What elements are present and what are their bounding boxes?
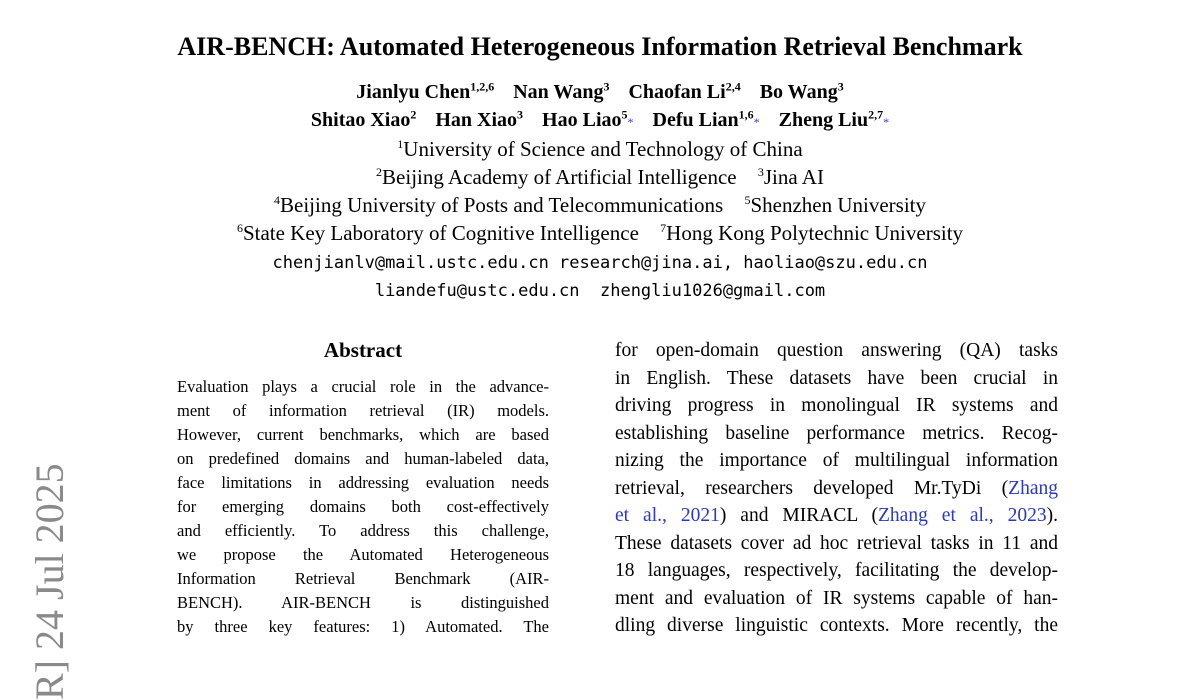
- abstract-line: Evaluation plays a crucial role in the advance-: [177, 377, 549, 396]
- email-line: chenjianlv@mail.ustc.edu.cn research@jina.ai, haoliao@szu.edu.cn: [272, 253, 928, 273]
- author: Jianlyu Chen$^{1,2,6}$: [356, 79, 495, 103]
- abstract-line: we propose the Automated Heterogeneous: [177, 545, 549, 564]
- author: Hao Liao$^5$*: [542, 107, 634, 131]
- body-line: in English. These datasets have been crucial in: [615, 368, 1058, 389]
- body-line: These datasets cover ad hoc retrieval tasks in 11 and: [615, 533, 1058, 554]
- author: Chaofan Li$^{2,4}$: [628, 79, 741, 103]
- author: Han Xiao$^3$: [435, 107, 524, 131]
- abstract-line: for emerging domains both cost-effectively: [177, 497, 549, 516]
- body-line: ment and evaluation of IR systems capable of han-: [615, 588, 1058, 609]
- abstract-heading: Abstract: [323, 338, 403, 362]
- body-line: driving progress in monolingual IR systems and: [615, 395, 1058, 416]
- body-line: 18 languages, respectively, facilitating the develop-: [615, 560, 1058, 581]
- author: Zheng Liu$^{2,7}$*: [778, 107, 890, 131]
- affiliation-line: $^4$Beijing University of Posts and Telecommunications $^5$Shenzhen University: [274, 193, 926, 217]
- body-line: dling diverse linguistic contexts. More recently, the: [615, 615, 1058, 636]
- body-line: nizing the importance of multilingual information: [615, 450, 1058, 471]
- arxiv-stamp: R] 24 Jul 2025: [27, 463, 72, 700]
- body-line: for open-domain question answering (QA) tasks: [615, 340, 1058, 361]
- body-line: establishing baseline performance metrics. Recog-: [615, 423, 1058, 444]
- author: Nan Wang$^3$: [513, 79, 610, 103]
- affiliation-line: $^6$State Key Laboratory of Cognitive Intelligence $^7$Hong Kong Polytechnic University: [236, 221, 964, 245]
- affiliation-line: $^2$Beijing Academy of Artificial Intelligence $^3$Jina AI: [376, 165, 824, 189]
- author-line-1: [0, 78, 1200, 106]
- email-line: liandefu@ustc.edu.cn zhengliu1026@gmail.com: [374, 281, 826, 301]
- abstract-line: Information Retrieval Benchmark (AIR-: [177, 569, 549, 588]
- affiliation-line: $^1$University of Science and Technology of China: [397, 137, 803, 161]
- author: Shitao Xiao$^2$: [310, 107, 417, 131]
- author: Defu Lian$^{1,6}$*: [652, 107, 760, 131]
- abstract-line: ment of information retrieval (IR) models.: [177, 401, 549, 420]
- abstract-line: However, current benchmarks, which are based: [177, 425, 549, 444]
- abstract-line: face limitations in addressing evaluation needs: [177, 473, 549, 492]
- abstract-line: on predefined domains and human-labeled data,: [177, 449, 549, 468]
- abstract-line: by three key features: 1) Automated. The: [177, 617, 549, 636]
- body-line: et al., 2021) and MIRACL (Zhang et al., 2023).: [615, 505, 1058, 526]
- author: Bo Wang$^3$: [759, 79, 844, 103]
- abstract-line: BENCH). AIR-BENCH is distinguished: [177, 593, 549, 612]
- paper-title: AIR-BENCH: Automated Heterogeneous Information Retrieval Benchmark: [177, 32, 1023, 61]
- abstract-line: and efficiently. To address this challenge,: [177, 521, 549, 540]
- body-line: retrieval, researchers developed Mr.TyDi (Zhang: [615, 478, 1058, 499]
- author-line-2: [0, 106, 1200, 136]
